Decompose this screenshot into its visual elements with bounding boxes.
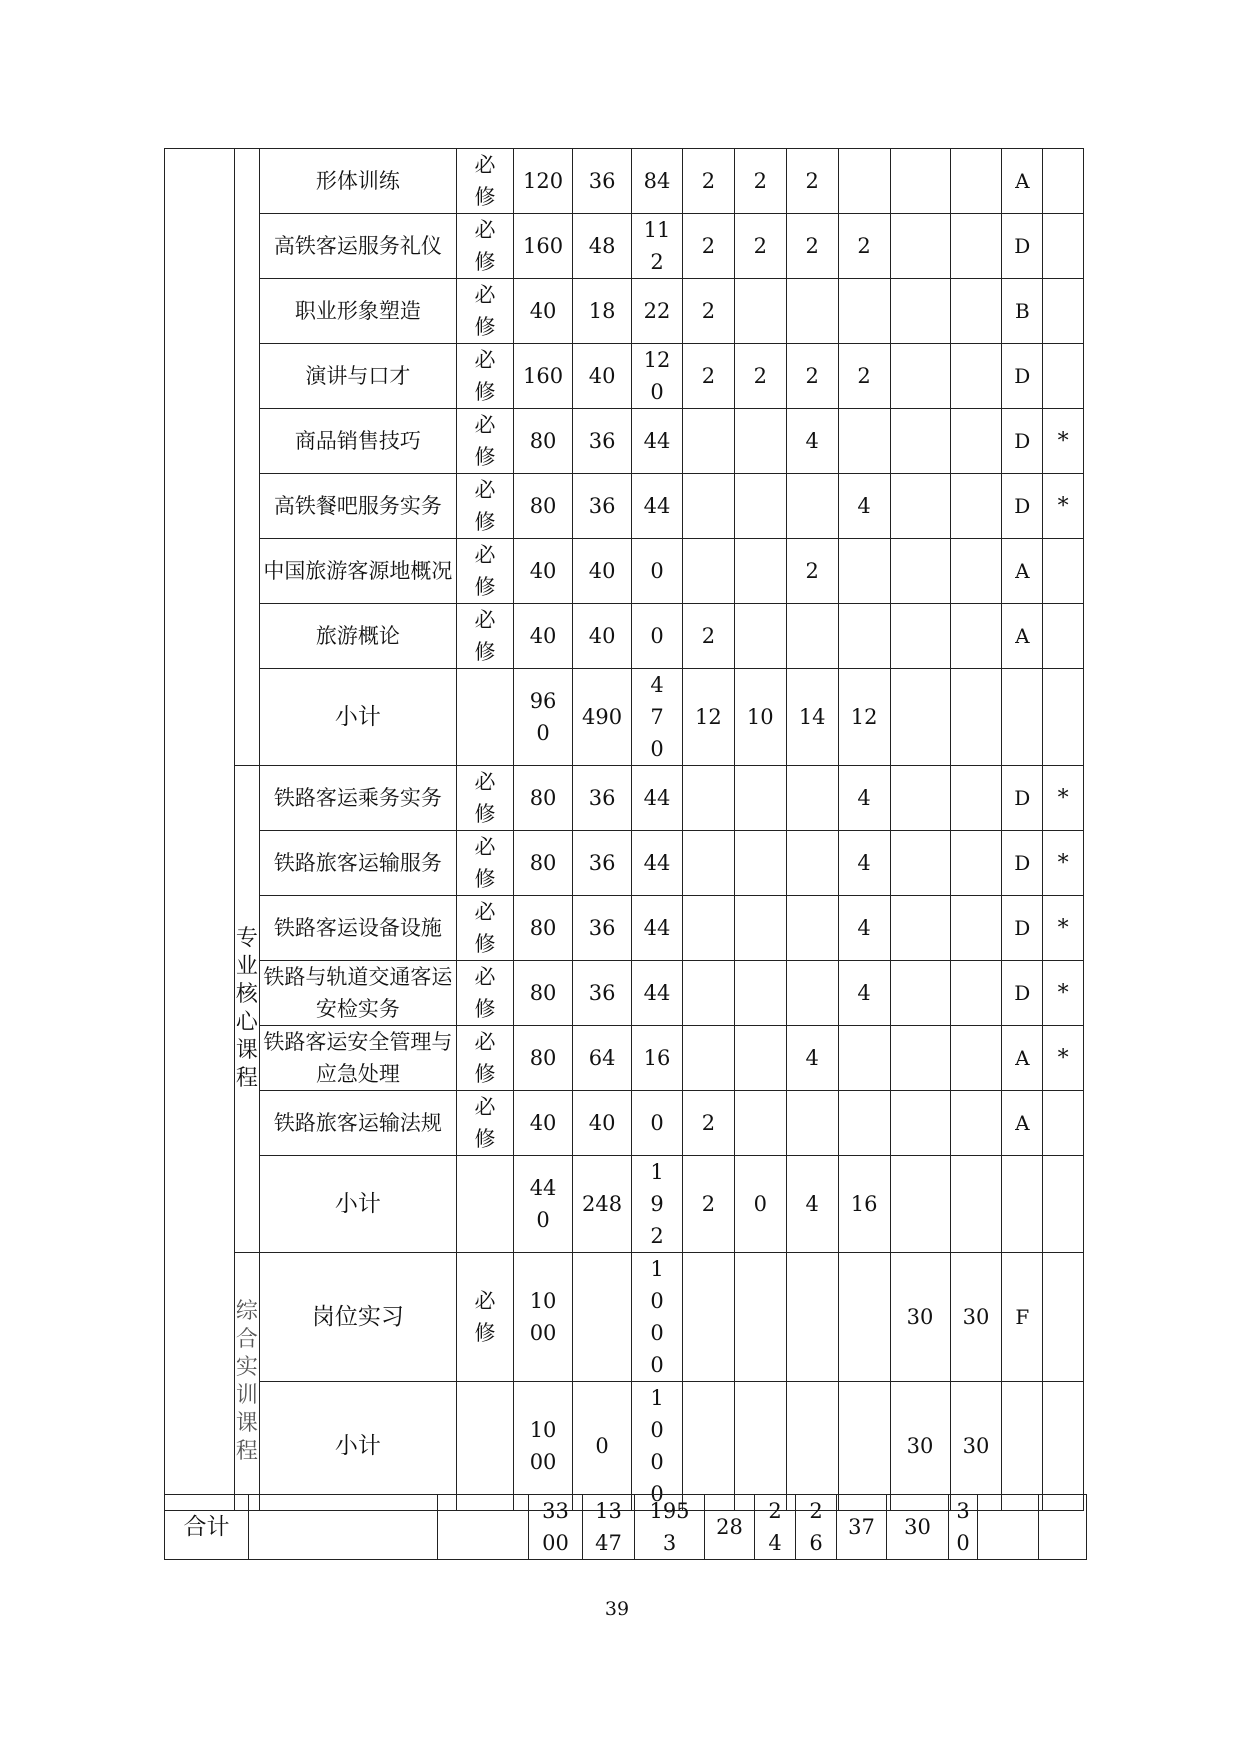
theory-hours: 490 [573,669,632,766]
semester-hours-s4 [838,149,890,214]
semester-hours-s5 [890,409,950,474]
semester-hours-s1 [682,896,734,961]
semester-hours-s6 [950,474,1002,539]
semester-hours-s5 [890,961,950,1026]
semester-hours-s6 [950,669,1002,766]
semester-hours-s4 [838,279,890,344]
theory-hours: 64 [573,1026,632,1091]
theory-hours: 36 [573,149,632,214]
practice-hours: 22 [632,279,683,344]
blank-cell [438,1495,529,1560]
semester-hours-s3: 4 [786,1026,838,1091]
semester-hours-s2 [734,474,786,539]
semester-hours-s3: 2 [786,214,838,279]
course-type: 必 修 [457,1091,514,1156]
semester-hours-s4: 4 [838,896,890,961]
semester-hours-s3 [786,961,838,1026]
table-row [165,474,1084,539]
table-row [165,149,1084,214]
total-hours: 80 [514,409,573,474]
course-type: 必 修 [457,149,514,214]
core-mark [1043,214,1084,279]
table-row [165,1091,1084,1156]
semester-hours-s1 [682,766,734,831]
theory-hours: 40 [573,539,632,604]
subtotal-row [165,669,1084,766]
course-name: 高铁餐吧服务实务 [259,474,456,539]
semester-hours-s2: 10 [734,669,786,766]
course-type [457,1382,514,1511]
semester-hours-s3: 2 [786,344,838,409]
total-hours: 44 0 [514,1156,573,1253]
semester-hours-s3: 2 6 [796,1495,837,1560]
semester-hours-s2: 2 [734,344,786,409]
semester-hours-s5 [890,1091,950,1156]
semester-hours-s1: 28 [705,1495,755,1560]
course-type: 必 修 [457,539,514,604]
semester-hours-s4: 2 [838,344,890,409]
theory-hours: 13 47 [583,1495,635,1560]
course-name: 演讲与口才 [259,344,456,409]
blank-cell [249,1495,438,1560]
theory-hours: 36 [573,766,632,831]
semester-hours-s5 [890,604,950,669]
course-type: 必 修 [457,279,514,344]
course-type [457,1156,514,1253]
core-mark [1043,1091,1084,1156]
semester-hours-s6 [950,539,1002,604]
core-mark [1043,1382,1084,1511]
semester-hours-s6 [950,409,1002,474]
theory-hours: 36 [573,474,632,539]
semester-hours-s5 [890,279,950,344]
semester-hours-s5: 30 [887,1495,949,1560]
course-schedule-table [164,148,1084,1511]
assessment-type: F [1002,1253,1043,1382]
course-type: 必 修 [457,1253,514,1382]
semester-hours-s3 [786,1253,838,1382]
assessment-type: A [1002,1091,1043,1156]
theory-hours: 36 [573,896,632,961]
course-name: 铁路客运设备设施 [259,896,456,961]
semester-hours-s3 [786,896,838,961]
semester-hours-s4 [838,1026,890,1091]
course-type: 必 修 [457,344,514,409]
semester-hours-s2: 0 [734,1156,786,1253]
semester-hours-s5 [890,149,950,214]
semester-hours-s2 [734,604,786,669]
course-type: 必 修 [457,766,514,831]
total-hours: 80 [514,831,573,896]
semester-hours-s3 [786,766,838,831]
practice-hours: 1 0 0 0 [632,1382,683,1511]
semester-hours-s1: 2 [682,604,734,669]
practice-hours: 11 2 [632,214,683,279]
semester-hours-s5 [890,344,950,409]
semester-hours-s2: 2 [734,214,786,279]
section-label-continued [235,149,259,766]
semester-hours-s2: 2 4 [755,1495,796,1560]
semester-hours-s1 [682,1026,734,1091]
semester-hours-s1 [682,409,734,474]
total-hours: 40 [514,539,573,604]
assessment-type: D [1002,474,1043,539]
semester-hours-s2 [734,961,786,1026]
total-hours: 80 [514,961,573,1026]
semester-hours-s6 [950,766,1002,831]
core-mark [1039,1495,1087,1560]
semester-hours-s1: 2 [682,1156,734,1253]
total-hours: 80 [514,766,573,831]
practice-hours: 0 [632,604,683,669]
table-row [165,831,1084,896]
semester-hours-s1: 2 [682,149,734,214]
course-name: 高铁客运服务礼仪 [259,214,456,279]
core-mark: * [1043,1026,1084,1091]
course-name: 铁路旅客运输服务 [259,831,456,896]
table-row [165,344,1084,409]
semester-hours-s1: 2 [682,1091,734,1156]
total-hours: 40 [514,604,573,669]
practice-hours: 4 7 0 [632,669,683,766]
assessment-type [1002,1382,1043,1511]
semester-hours-s3: 14 [786,669,838,766]
semester-hours-s3 [786,474,838,539]
semester-hours-s5 [890,1156,950,1253]
course-name: 铁路旅客运输法规 [259,1091,456,1156]
semester-hours-s6 [950,1026,1002,1091]
course-type: 必 修 [457,214,514,279]
semester-hours-s2 [734,831,786,896]
semester-hours-s4 [838,1253,890,1382]
practice-hours: 1 0 0 0 [632,1253,683,1382]
semester-hours-s2 [734,1382,786,1511]
assessment-type: D [1002,896,1043,961]
subtotal-label: 小计 [259,1382,456,1511]
course-type: 必 修 [457,1026,514,1091]
semester-hours-s5 [890,669,950,766]
section-label-practical: 综 合 实 训 课 程 [235,1253,259,1511]
semester-hours-s4 [838,409,890,474]
semester-hours-s4 [838,1091,890,1156]
course-name: 旅游概论 [259,604,456,669]
semester-hours-s4: 4 [838,474,890,539]
semester-hours-s2 [734,279,786,344]
course-type: 必 修 [457,604,514,669]
core-mark [1043,279,1084,344]
subtotal-row [165,1382,1084,1511]
semester-hours-s5 [890,896,950,961]
core-mark [1043,149,1084,214]
semester-hours-s6: 30 [950,1382,1002,1511]
semester-hours-s1 [682,831,734,896]
assessment-type: D [1002,831,1043,896]
semester-hours-s6: 3 0 [949,1495,978,1560]
table-row [165,1026,1084,1091]
table-row [165,539,1084,604]
practice-hours: 44 [632,766,683,831]
subtotal-row [165,1156,1084,1253]
table-row [165,214,1084,279]
semester-hours-s3: 4 [786,1156,838,1253]
course-type: 必 修 [457,896,514,961]
assessment-type: A [1002,539,1043,604]
course-name: 形体训练 [259,149,456,214]
theory-hours: 40 [573,344,632,409]
semester-hours-s6 [950,279,1002,344]
semester-hours-s5 [890,539,950,604]
course-type [457,669,514,766]
semester-hours-s5 [890,214,950,279]
subtotal-label: 岗位实习 [259,1253,456,1382]
course-name: 铁路与轨道交通客运安检实务 [259,961,456,1026]
semester-hours-s2: 2 [734,149,786,214]
semester-hours-s3: 2 [786,149,838,214]
practice-hours: 44 [632,474,683,539]
assessment-type: D [1002,344,1043,409]
table-row [165,604,1084,669]
practice-hours: 16 [632,1026,683,1091]
assessment-type: B [1002,279,1043,344]
semester-hours-s4 [838,604,890,669]
theory-hours: 248 [573,1156,632,1253]
core-mark [1043,604,1084,669]
practice-hours: 44 [632,831,683,896]
theory-hours: 36 [573,409,632,474]
theory-hours: 48 [573,214,632,279]
practice-hours: 44 [632,896,683,961]
semester-hours-s1 [682,474,734,539]
assessment-type: A [1002,1026,1043,1091]
table-row [165,279,1084,344]
table-row [165,961,1084,1026]
semester-hours-s2 [734,409,786,474]
total-hours: 160 [514,214,573,279]
practice-hours: 12 0 [632,344,683,409]
semester-hours-s5 [890,1026,950,1091]
semester-hours-s4: 12 [838,669,890,766]
course-type: 必 修 [457,474,514,539]
course-name: 职业形象塑造 [259,279,456,344]
total-hours: 160 [514,344,573,409]
semester-hours-s3 [786,1091,838,1156]
total-hours: 120 [514,149,573,214]
total-hours: 80 [514,474,573,539]
semester-hours-s3 [786,279,838,344]
semester-hours-s1: 2 [682,344,734,409]
section-label-core: 专 业 核 心 课 程 [235,766,259,1253]
theory-hours: 18 [573,279,632,344]
core-mark [1043,344,1084,409]
semester-hours-s3: 4 [786,409,838,474]
theory-hours: 0 [573,1382,632,1511]
semester-hours-s4: 4 [838,766,890,831]
total-hours: 80 [514,896,573,961]
course-name: 中国旅游客源地概况 [259,539,456,604]
course-type: 必 修 [457,961,514,1026]
course-name: 铁路客运乘务实务 [259,766,456,831]
core-mark: * [1043,831,1084,896]
semester-hours-s3 [786,831,838,896]
total-hours: 96 0 [514,669,573,766]
total-hours: 10 00 [514,1253,573,1382]
semester-hours-s1: 2 [682,214,734,279]
semester-hours-s3: 2 [786,539,838,604]
theory-hours: 36 [573,831,632,896]
semester-hours-s1: 2 [682,279,734,344]
core-mark: * [1043,961,1084,1026]
core-mark: * [1043,409,1084,474]
semester-hours-s6 [950,961,1002,1026]
core-mark [1043,1156,1084,1253]
assessment-type [1002,1156,1043,1253]
semester-hours-s4: 4 [838,831,890,896]
assessment-type [978,1495,1039,1560]
semester-hours-s6 [950,214,1002,279]
table-row [165,766,1084,831]
semester-hours-s4: 2 [838,214,890,279]
semester-hours-s1 [682,1382,734,1511]
semester-hours-s2 [734,766,786,831]
semester-hours-s1 [682,961,734,1026]
page-number: 39 [604,1598,630,1620]
theory-hours [573,1253,632,1382]
course-name: 铁路客运安全管理与应急处理 [259,1026,456,1091]
semester-hours-s4: 4 [838,961,890,1026]
semester-hours-s6 [950,1091,1002,1156]
subtotal-label: 小计 [259,669,456,766]
core-mark: * [1043,896,1084,961]
subtotal-label: 小计 [259,1156,456,1253]
total-row [165,1495,1087,1560]
total-hours: 40 [514,279,573,344]
total-label: 合计 [165,1495,249,1560]
assessment-type: D [1002,214,1043,279]
total-table [164,1494,1087,1560]
core-mark [1043,1253,1084,1382]
semester-hours-s5 [890,474,950,539]
assessment-type: A [1002,149,1043,214]
course-name: 商品销售技巧 [259,409,456,474]
course-type: 必 修 [457,409,514,474]
assessment-type: D [1002,409,1043,474]
semester-hours-s2 [734,1253,786,1382]
semester-hours-s5: 30 [890,1382,950,1511]
semester-hours-s6 [950,149,1002,214]
total-hours: 40 [514,1091,573,1156]
course-type: 必 修 [457,831,514,896]
core-mark [1043,669,1084,766]
practice-hours: 44 [632,409,683,474]
table-row [165,409,1084,474]
table-row [165,896,1084,961]
semester-hours-s6 [950,831,1002,896]
course-category [165,149,235,1511]
semester-hours-s3 [786,1382,838,1511]
total-hours: 10 00 [514,1382,573,1511]
assessment-type: A [1002,604,1043,669]
assessment-type: D [1002,961,1043,1026]
semester-hours-s1: 12 [682,669,734,766]
practice-hours: 1 9 2 [632,1156,683,1253]
core-mark: * [1043,766,1084,831]
theory-hours: 40 [573,604,632,669]
semester-hours-s1 [682,539,734,604]
semester-hours-s5: 30 [890,1253,950,1382]
practice-hours: 195 3 [635,1495,705,1560]
semester-hours-s4: 37 [837,1495,887,1560]
semester-hours-s2 [734,896,786,961]
core-mark: * [1043,474,1084,539]
semester-hours-s6 [950,604,1002,669]
semester-hours-s6 [950,344,1002,409]
total-hours: 80 [514,1026,573,1091]
semester-hours-s2 [734,539,786,604]
core-mark [1043,539,1084,604]
semester-hours-s4 [838,1382,890,1511]
practice-hours: 0 [632,1091,683,1156]
semester-hours-s1 [682,1253,734,1382]
semester-hours-s4: 16 [838,1156,890,1253]
practice-hours: 44 [632,961,683,1026]
semester-hours-s3 [786,604,838,669]
semester-hours-s4 [838,539,890,604]
total-hours: 33 00 [529,1495,583,1560]
practice-hours: 0 [632,539,683,604]
semester-hours-s6: 30 [950,1253,1002,1382]
practice-hours: 84 [632,149,683,214]
semester-hours-s2 [734,1026,786,1091]
semester-hours-s6 [950,896,1002,961]
subtotal-row [165,1253,1084,1382]
theory-hours: 40 [573,1091,632,1156]
semester-hours-s5 [890,831,950,896]
semester-hours-s5 [890,766,950,831]
theory-hours: 36 [573,961,632,1026]
semester-hours-s6 [950,1156,1002,1253]
assessment-type [1002,669,1043,766]
semester-hours-s2 [734,1091,786,1156]
assessment-type: D [1002,766,1043,831]
